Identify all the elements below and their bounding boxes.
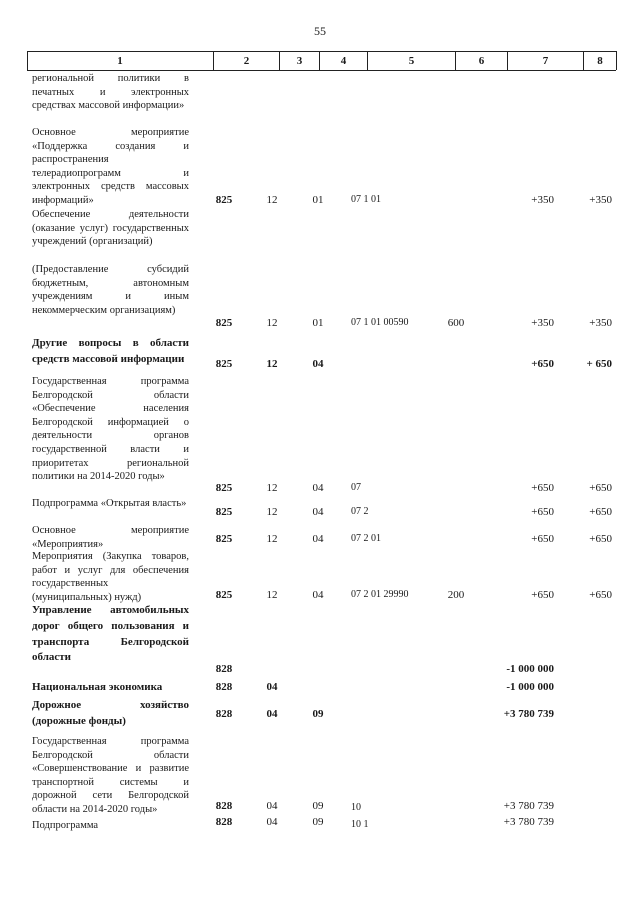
col-4-value: 01: [312, 194, 324, 206]
col-7-value: +350: [531, 317, 554, 329]
header-col-7: 7: [507, 52, 583, 70]
col-3-value: 04: [266, 681, 278, 693]
header-col-6: 6: [455, 52, 507, 70]
header-col-5: 5: [367, 52, 455, 70]
col-5-value: 07 2 01 29990: [351, 589, 409, 600]
col-2-value: 825: [215, 533, 233, 545]
col-7-value: +650: [531, 589, 554, 601]
col-4-value: 01: [312, 317, 324, 329]
col-4-value: 04: [312, 482, 324, 494]
col-8-value: + 650: [586, 358, 612, 370]
col-8-value: +650: [589, 589, 612, 601]
col-3-value: 04: [266, 800, 278, 812]
col-2-value: 828: [215, 681, 233, 693]
table-header: [27, 51, 616, 71]
col-5-value: 07 2 01: [351, 533, 381, 544]
col-4-value: 04: [312, 358, 324, 370]
col-2-value: 825: [215, 194, 233, 206]
col-2-value: 828: [215, 708, 233, 720]
col-7-value: +650: [531, 482, 554, 494]
col-7-value: +650: [531, 506, 554, 518]
col-5-value: 07 2: [351, 506, 369, 517]
col-7-value: +3 780 739: [503, 800, 554, 812]
col-3-value: 12: [266, 194, 278, 206]
col-4-value: 09: [312, 708, 324, 720]
col-3-value: 12: [266, 589, 278, 601]
row-name: Основное мероприятие «Мероприятия»: [32, 525, 189, 550]
row-name: Подпрограмма: [32, 820, 99, 831]
row-name: Государственная программа Белгородской области «Совершенствование и развитие транспортной системы и дорожной сети Белгородской области на 2014-2020 годы»: [32, 736, 189, 815]
col-5-value: 07: [351, 482, 361, 493]
header-col-8: 8: [583, 52, 616, 70]
col-8-value: +350: [589, 194, 612, 206]
col-8-value: +650: [589, 506, 612, 518]
col-2-value: 828: [215, 800, 233, 812]
col-2-value: 825: [215, 506, 233, 518]
col-7-value: +3 780 739: [503, 816, 554, 828]
col-7-value: +3 780 739: [503, 708, 554, 720]
col-4-value: 04: [312, 506, 324, 518]
col-3-value: 12: [266, 317, 278, 329]
row-name: региональной политики в печатных и электронных средствах массовой информации»: [32, 73, 189, 112]
col-2-value: 828: [215, 816, 233, 828]
col-5-value: 07 1 01: [351, 194, 381, 205]
col-7-value: +650: [531, 533, 554, 545]
col-4-value: 09: [312, 800, 324, 812]
col-7-value: -1 000 000: [506, 681, 554, 693]
col-3-value: 12: [266, 533, 278, 545]
row-name: Основное мероприятие «Поддержка создания и распространения телерадиопрограмм и электронных средств массовых информаций»: [32, 127, 189, 206]
col-3-value: 12: [266, 506, 278, 518]
col-5-value: 10: [351, 802, 361, 813]
col-2-value: 825: [215, 589, 233, 601]
col-8-value: +350: [589, 317, 612, 329]
header-col-3: 3: [279, 52, 319, 70]
col-3-value: 12: [266, 482, 278, 494]
col-3-value: 04: [266, 708, 278, 720]
row-name: Государственная программа Белгородской области «Обеспечение населения Белгородской информацией о деятельности органов государственной власти и приоритетах региональной политики на 2014-2020 годы»: [32, 376, 189, 483]
col-2-value: 825: [215, 317, 233, 329]
row-name: Другие вопросы в области средств массовой информации: [32, 337, 189, 365]
col-2-value: 825: [215, 482, 233, 494]
col-3-value: 12: [266, 358, 278, 370]
col-8-value: +650: [589, 482, 612, 494]
row-name: Подпрограмма «Открытая власть»: [32, 498, 187, 509]
col-7-value: +350: [531, 194, 554, 206]
col-5-value: 10 1: [351, 819, 369, 830]
col-4-value: 04: [312, 533, 324, 545]
col-4-value: 09: [312, 816, 324, 828]
col-2-value: 825: [215, 358, 233, 370]
page-number: 55: [314, 24, 326, 38]
col-3-value: 04: [266, 816, 278, 828]
row-name: Национальная экономика: [32, 681, 163, 693]
row-name: Управление автомобильных дорог общего пользования и транспорта Белгородской области: [32, 604, 189, 664]
row-name: Обеспечение деятельности (оказание услуг) государственных учреждений (организаций): [32, 209, 189, 248]
header-col-4: 4: [319, 52, 367, 70]
row-name: Мероприятия (Закупка товаров, работ и услуг для обеспечения государственных (муниципальных) нужд): [32, 551, 189, 603]
header-col-1: 1: [117, 55, 123, 67]
row-name: Дорожное хозяйство (дорожные фонды): [32, 699, 189, 727]
col-4-value: 04: [312, 589, 324, 601]
col-8-value: +650: [589, 533, 612, 545]
col-7-value: +650: [531, 358, 554, 370]
col-5-value: 07 1 01 00590: [351, 317, 409, 328]
header-right-border: [616, 51, 617, 70]
header-col-2: 2: [213, 52, 279, 70]
header-left-border: [27, 51, 28, 70]
row-name: (Предоставление субсидий бюджетным, автономным учреждениям и иным некоммерческим организациям): [32, 264, 189, 316]
col-7-value: -1 000 000: [506, 663, 554, 675]
col-6-value: 600: [447, 317, 465, 329]
col-6-value: 200: [447, 589, 465, 601]
col-2-value: 828: [215, 663, 233, 675]
